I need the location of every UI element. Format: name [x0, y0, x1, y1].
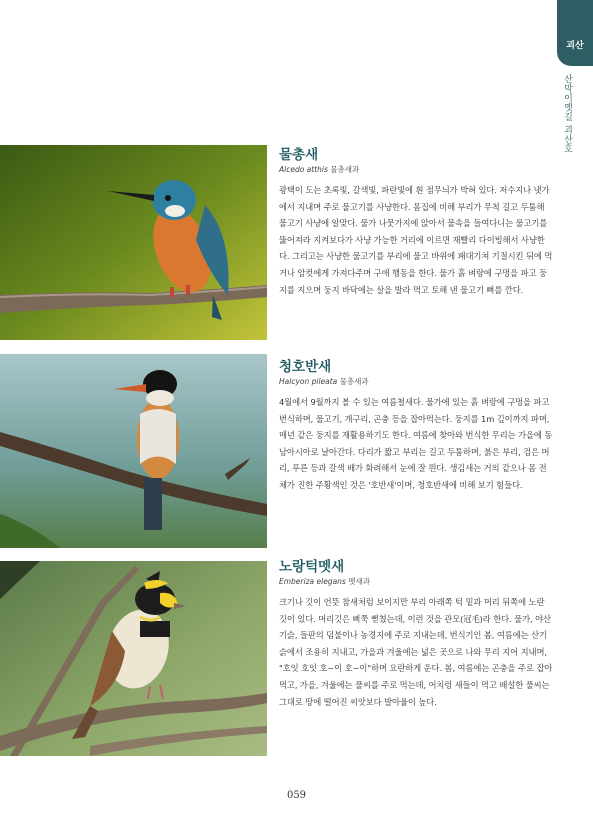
entry-title: 청호반새 [279, 359, 332, 375]
page-number: 059 [286, 790, 307, 801]
entry-description: 4월에서 9월까지 볼 수 있는 여름철새다. 물가에 있는 흙 벼랑에 구멍을 파고 번식하며, 물고기, 개구리, 곤충 등을 잡아먹는다. 둥지를 1m 깊이까지 파며, 매년 같은 둥지를 재활용하기도 한다. 여름에 찾아와 번식한 무리는 가을에 동남아시아로 날아간다. 다리가 짧고 부리는 길고 두툼하며, 붉은 부리, 검은 머리, 푸른 등과 갈색 배가 화려해서 눈에 잘 띈다. 생김새는 거의 같으나 몸 전체가 진한 주황색인 것은 '호반새'이며, 청호반새에 비해 보기 힘들다. [279, 397, 553, 490]
bird-entry [279, 358, 554, 494]
section-tab[interactable] [557, 0, 593, 66]
entry-description: 광택이 도는 초록빛, 갈색빛, 파란빛에 흰 점무늬가 박혀 있다. 저수지나 냇가에서 지내며 주로 물고기를 사냥한다. 몸집에 비해 부리가 무척 길고 두툼해 물고기 사냥에 알맞다. 물가 나뭇가지에 앉아서 물속을 들여다니는 물고기를 뚫어져라 지켜보다가 사냥 가능한 거리에 이르면 재빨리 다이빙해서 사냥한다. 그리고는 사냥한 물고기를 부리에 물고 바위에 패대기쳐 기절시킨 뒤에 먹거나 암컷에게 가져다주며 구애 행동을 한다. 물가 흙 벼랑에 구멍을 파고 둥지를 지으며 둥지 바닥에는 살을 발라 먹고 토해 낸 물고기 뼈를 깐다. [279, 185, 553, 295]
family-name: 물총새과 [339, 377, 369, 386]
family-name: 물총새과 [330, 165, 360, 174]
bird-entry [279, 146, 554, 298]
latin-name: Emberiza elegans [279, 577, 346, 586]
entry-title: 물총새 [279, 147, 319, 163]
latin-name: Alcedo atthis [279, 165, 328, 174]
black-capped-kingfisher-photo [0, 354, 267, 548]
section-tab-label: 괴산 [566, 41, 584, 51]
entry-scientific-name [279, 165, 554, 175]
latin-name: Halcyon pileata [279, 377, 338, 386]
kingfisher-photo [0, 145, 267, 340]
entry-scientific-name [279, 577, 554, 587]
section-vertical-label: 산막이옛길 괴산호 [562, 74, 572, 154]
yellow-throated-bunting-photo [0, 561, 267, 756]
bird-entry [279, 558, 554, 710]
family-name: 멧새과 [348, 577, 370, 586]
entry-scientific-name [279, 377, 554, 387]
entry-title: 노랑턱멧새 [279, 559, 345, 575]
entry-description: 크기나 깃이 언뜻 참새처럼 보이지만 부리 아래쪽 턱 밑과 머리 뒤쪽에 노란 깃이 있다. 머리깃은 삐쭉 뻗쳤는데, 이런 것을 관모(冠毛)라 한다. 물가, 야산 기슭, 들판의 덤불이나 농경지에 주로 지내는데, 번식기인 봄, 여름에는 산기슭에서 조용히 지내고, 가을과 겨울에는 넓은 곳으로 나와 무리 지어 지내며, "호잇 호잇 호~이 호~이"하며 요란하게 운다. 봄, 여름에는 곤충을 주로 잡아먹고, 가을, 겨울에는 풀씨를 주로 먹는데, 어치렁 새들이 먹고 배설한 풀씨는 그대로 땅에 떨어진 씨앗보다 발아율이 높다. [279, 597, 553, 707]
